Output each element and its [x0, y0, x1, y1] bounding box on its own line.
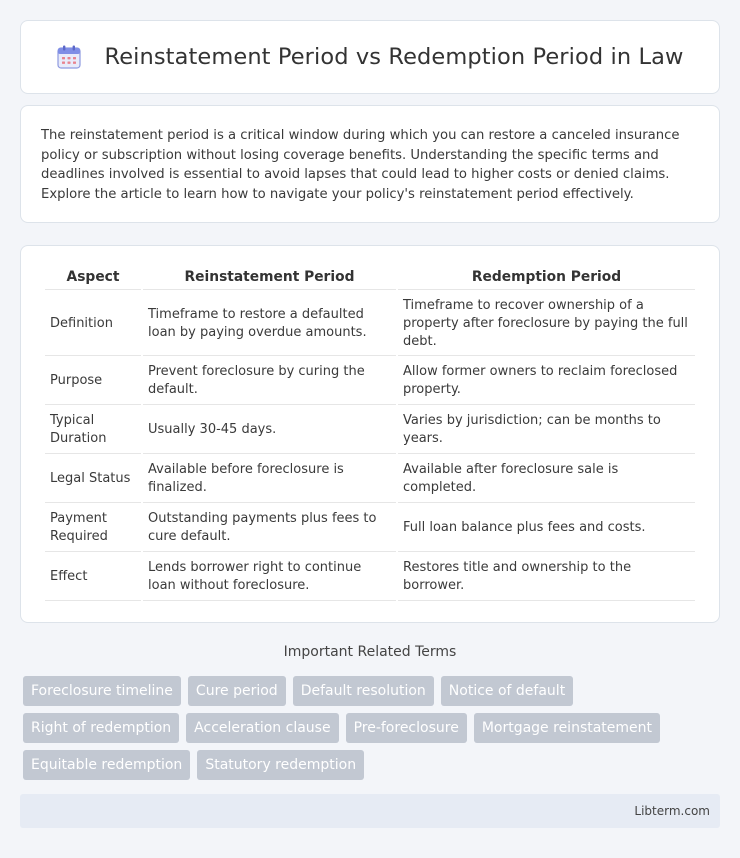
- table-row: [45, 407, 695, 454]
- table-row: [45, 358, 695, 405]
- title-card: [20, 20, 720, 94]
- cell-redemption: Allow former owners to reclaim foreclosed property.: [398, 358, 695, 405]
- related-term-tag[interactable]: Default resolution: [293, 676, 434, 706]
- cell-redemption: Restores title and ownership to the borrower.: [398, 554, 695, 601]
- header-aspect: Aspect: [45, 268, 141, 290]
- cell-aspect: Payment Required: [45, 505, 141, 552]
- cell-aspect: Effect: [45, 554, 141, 601]
- intro-text: The reinstatement period is a critical window during which you can restore a canceled insurance policy or subscription without losing coverage benefits. Understanding the specific terms and deadlines involved is essential to avoid lapses that could lead to higher costs or denied claims. Explore the article to learn how to navigate your policy's reinstatement period effectively.: [41, 128, 680, 202]
- related-terms-list: [23, 676, 723, 780]
- cell-reinstatement: Usually 30-45 days.: [143, 407, 396, 454]
- related-term-tag[interactable]: Equitable redemption: [23, 750, 190, 780]
- cell-reinstatement: Timeframe to restore a defaulted loan by paying overdue amounts.: [143, 292, 396, 356]
- cell-redemption: Varies by jurisdiction; can be months to years.: [398, 407, 695, 454]
- cell-reinstatement: Prevent foreclosure by curing the default.: [143, 358, 396, 405]
- header-redemption: Redemption Period: [398, 268, 695, 290]
- cell-redemption: Full loan balance plus fees and costs.: [398, 505, 695, 552]
- cell-reinstatement: Available before foreclosure is finalized.: [143, 456, 396, 503]
- intro-card: [20, 105, 720, 223]
- cell-aspect: Purpose: [45, 358, 141, 405]
- comparison-table: [43, 266, 697, 603]
- related-term-tag[interactable]: Foreclosure timeline: [23, 676, 181, 706]
- cell-aspect: Definition: [45, 292, 141, 356]
- header-reinstatement: Reinstatement Period: [143, 268, 396, 290]
- related-term-tag[interactable]: Notice of default: [441, 676, 573, 706]
- related-term-tag[interactable]: Pre-foreclosure: [346, 713, 467, 743]
- footer-brand-link[interactable]: Libterm.com: [634, 804, 710, 818]
- cell-aspect: Typical Duration: [45, 407, 141, 454]
- related-term-tag[interactable]: Mortgage reinstatement: [474, 713, 660, 743]
- related-term-tag[interactable]: Right of redemption: [23, 713, 179, 743]
- table-row: [45, 292, 695, 356]
- cell-aspect: Legal Status: [45, 456, 141, 503]
- table-row: [45, 554, 695, 601]
- related-term-tag[interactable]: Cure period: [188, 676, 286, 706]
- cell-redemption: Available after foreclosure sale is completed.: [398, 456, 695, 503]
- comparison-card: [20, 245, 720, 623]
- related-terms-heading: Important Related Terms: [283, 644, 457, 660]
- cell-redemption: Timeframe to recover ownership of a property after foreclosure by paying the full debt.: [398, 292, 695, 356]
- table-row: [45, 505, 695, 552]
- calendar-icon: [56, 44, 82, 70]
- related-term-tag[interactable]: Statutory redemption: [197, 750, 364, 780]
- cell-reinstatement: Lends borrower right to continue loan without foreclosure.: [143, 554, 396, 601]
- table-row: [45, 456, 695, 503]
- page-title: Reinstatement Period vs Redemption Period in Law: [104, 44, 684, 70]
- cell-reinstatement: Outstanding payments plus fees to cure default.: [143, 505, 396, 552]
- footer: [20, 794, 720, 828]
- table-header-row: [45, 268, 695, 290]
- related-term-tag[interactable]: Acceleration clause: [186, 713, 338, 743]
